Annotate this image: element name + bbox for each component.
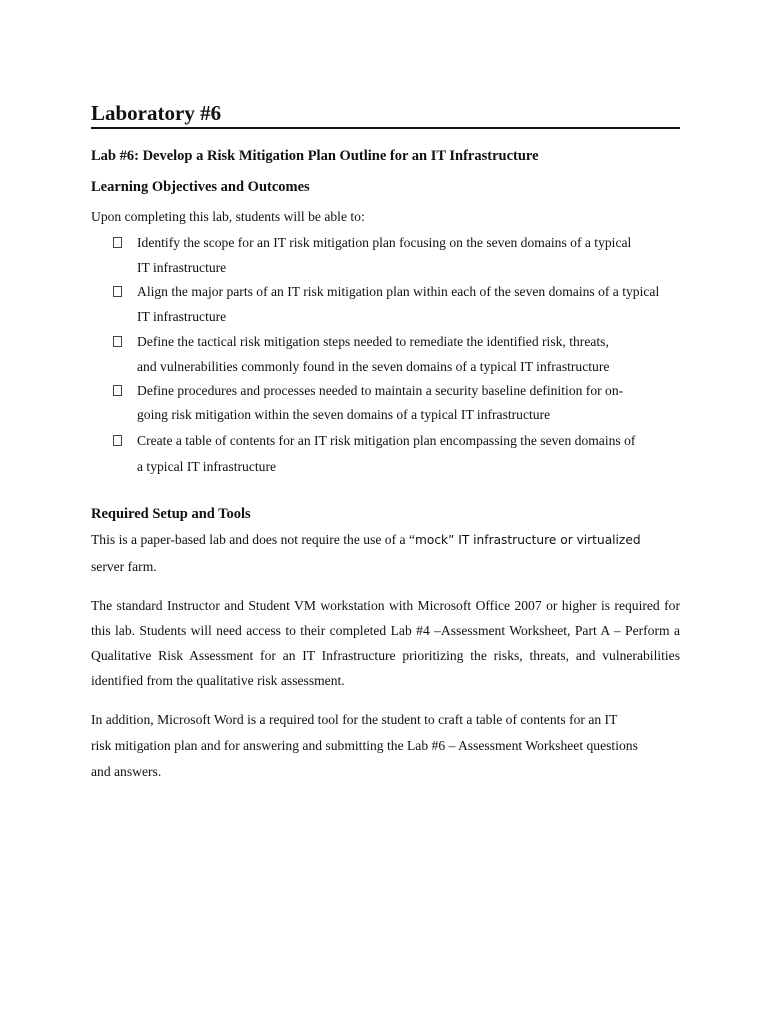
setup-paragraph-3-line-3: and answers. <box>91 764 162 779</box>
setup-paragraph-1-line-1 <box>91 531 641 549</box>
setup-paragraph-1-line-2: server farm. <box>91 559 157 574</box>
setup-paragraph-2-line-2: this lab. Students will need access to their completed Lab #4 –Assessment Worksheet, Part A – Perform a <box>91 623 680 638</box>
objective-1-line-2: IT infrastructure <box>137 260 227 275</box>
setup-text-a: This is a paper-based lab and does not require the use of a “ <box>91 532 415 547</box>
objective-4-line-1: Define procedures and processes needed to maintain a security baseline definition for on- <box>137 383 624 398</box>
objective-3-line-1: Define the tactical risk mitigation steps needed to remediate the identified risk, threats, <box>137 334 609 349</box>
objective-5-line-1: Create a table of contents for an IT risk mitigation plan encompassing the seven domains of <box>137 433 636 448</box>
setup-paragraph-2-line-3: Qualitative Risk Assessment for an IT Infrastructure prioritizing the risks, threats, and vulnerabilities <box>91 648 680 663</box>
lab-heading: Lab #6: Develop a Risk Mitigation Plan Outline for an IT Infrastructure <box>91 148 539 164</box>
setup-paragraph-3-line-2: risk mitigation plan and for answering and submitting the Lab #6 – Assessment Worksheet questions <box>91 738 638 753</box>
objectives-heading: Learning Objectives and Outcomes <box>91 179 310 195</box>
title-divider <box>91 127 680 129</box>
bullet-icon <box>113 237 122 248</box>
page-title: Laboratory #6 <box>91 101 222 125</box>
objective-1-line-1: Identify the scope for an IT risk mitigation plan focusing on the seven domains of a typical <box>137 235 632 250</box>
setup-heading: Required Setup and Tools <box>91 506 251 522</box>
objective-4-line-2: going risk mitigation within the seven domains of a typical IT infrastructure <box>137 407 551 422</box>
setup-paragraph-2-line-1: The standard Instructor and Student VM workstation with Microsoft Office 2007 or higher is required for <box>91 598 680 613</box>
bullet-icon <box>113 286 122 297</box>
objectives-intro: Upon completing this lab, students will be able to: <box>91 209 365 224</box>
objective-2-line-2: IT infrastructure <box>137 309 227 324</box>
bullet-icon <box>113 435 122 446</box>
objective-5-line-2: a typical IT infrastructure <box>137 459 277 474</box>
objective-3-line-2: and vulnerabilities commonly found in the seven domains of a typical IT infrastructure <box>137 359 610 374</box>
setup-paragraph-3-line-1: In addition, Microsoft Word is a required tool for the student to craft a table of contents for an IT <box>91 712 618 727</box>
setup-paragraph-2-line-4: identified from the qualitative risk assessment. <box>91 673 345 688</box>
setup-text-b: mock” IT infrastructure or virtualized <box>414 533 641 547</box>
bullet-icon <box>113 336 122 347</box>
objective-2-line-1: Align the major parts of an IT risk mitigation plan within each of the seven domains of a typical <box>137 284 660 299</box>
bullet-icon <box>113 385 122 396</box>
